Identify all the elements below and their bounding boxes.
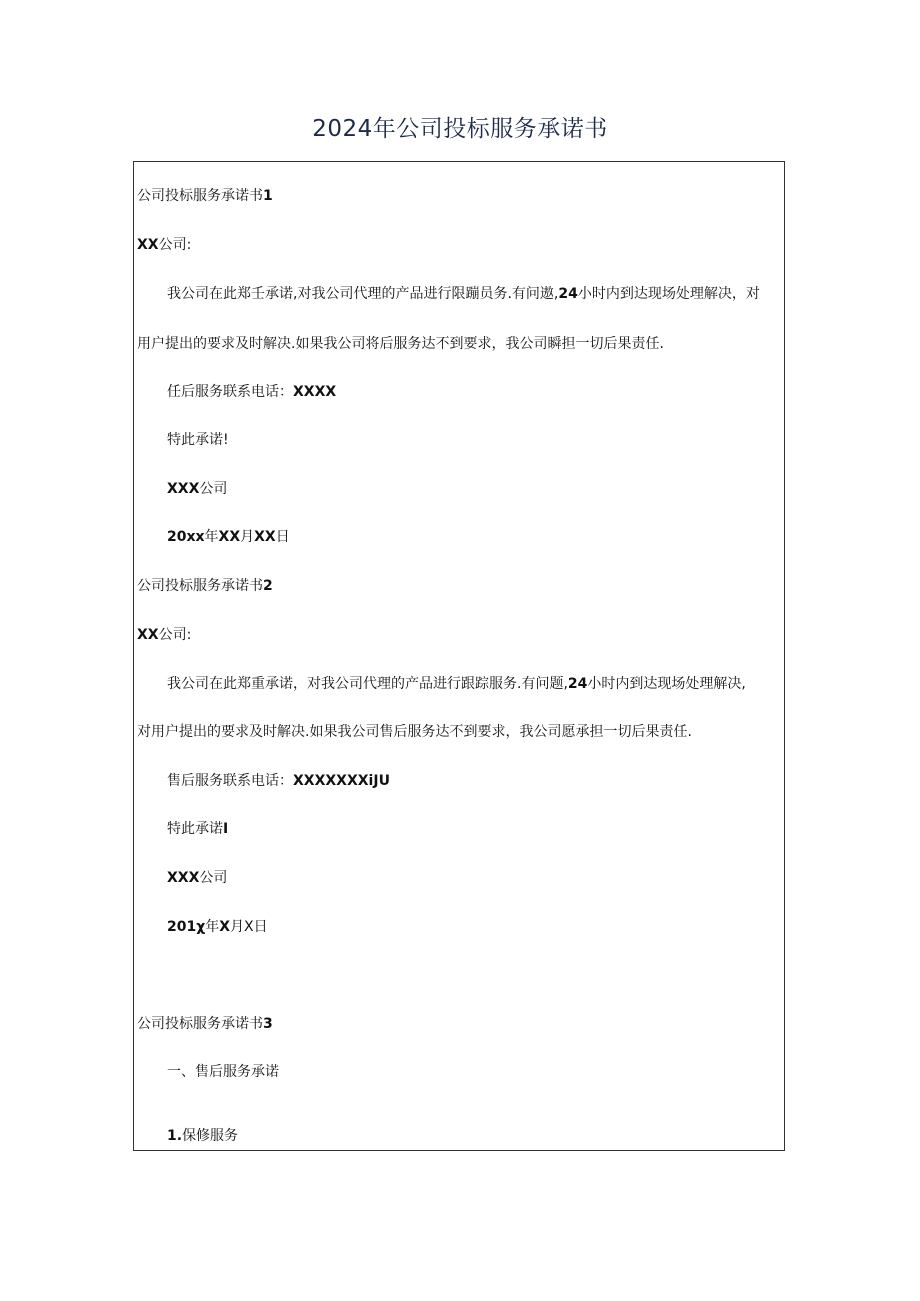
letter2-date-rest: 月X日: [230, 919, 268, 935]
letter1-phone-label: 任后服务联系电话：: [167, 384, 293, 400]
document-frame: [133, 161, 785, 1151]
letter3-heading: [137, 1015, 273, 1033]
letter2-paragraph-line1: [167, 675, 746, 693]
letter3-heading-text: 公司投标服务承诺书: [137, 1016, 263, 1032]
letter2-phone: [167, 772, 390, 790]
letter1-date-month: XX: [218, 529, 241, 545]
letter1-salutation: [137, 236, 191, 254]
letter1-phone: [167, 383, 336, 401]
letter1-company: [167, 480, 227, 498]
letter2-company-rest: 公司: [199, 870, 228, 886]
letter1-company-rest: 公司: [199, 481, 228, 497]
letter2-heading-number: 2: [263, 578, 273, 594]
letter1-heading-number: 1: [263, 188, 273, 204]
letter2-date-year-char: 年: [205, 919, 220, 935]
letter2-salutation-xx: XX: [137, 627, 159, 643]
letter1-phone-value: XXXX: [293, 384, 337, 400]
page-title: 2024年公司投标服务承诺书: [312, 116, 608, 142]
letter2-date-month: X: [219, 919, 231, 935]
letter1-company-x: XXX: [167, 481, 200, 497]
letter1-para-b: 小时内到达现场处理解决，对: [577, 286, 760, 302]
letter3-list-item: [167, 1127, 238, 1145]
letter3-section-heading: 一、售后服务承诺: [167, 1064, 279, 1080]
letter1-para-a: 我公司在此郑壬承诺,对我公司代理的产品进行限蹦员务.有问遨,: [167, 286, 559, 302]
letter1-salutation-rest: 公司:: [158, 237, 192, 253]
letter1-date-day: XX: [254, 529, 276, 545]
letter2-paragraph-line2: 对用户提出的要求及时解决.如果我公司售后服务达不到要求，我公司愿承担一切后果责任.: [137, 724, 692, 740]
letter2-company-x: XXX: [167, 870, 200, 886]
letter2-phone-label: 售后服务联系电话：: [167, 773, 293, 789]
letter3-item-text: 保修服务: [182, 1128, 239, 1144]
letter1-date-year-char: 年: [204, 529, 219, 545]
letter1-paragraph-line1: [167, 285, 760, 303]
letter1-paragraph-line2: 用户提出的要求及时解决.如果我公司将后服务达不到要求，我公司瞬担一切后果责任.: [137, 336, 664, 352]
letter2-date: [167, 918, 268, 936]
letter1-date-year: 20xx: [167, 529, 205, 545]
letter2-closing-text: 特此承诺: [167, 821, 223, 837]
letter1-date-day-char: 日: [275, 529, 290, 545]
letter2-salutation-rest: 公司:: [158, 627, 192, 643]
letter2-para-a: 我公司在此郑重承诺，对我公司代理的产品进行跟踪服务.有问题,: [167, 676, 568, 692]
letter2-phone-value: XXXXXXXiJU: [293, 773, 390, 789]
letter2-heading: [137, 577, 273, 595]
letter3-heading-number: 3: [263, 1016, 273, 1032]
letter2-para-num: 24: [567, 676, 588, 692]
letter2-company: [167, 869, 227, 887]
letter1-closing: 特此承诺!: [167, 432, 229, 448]
letter1-para-num: 24: [558, 286, 578, 302]
letter1-date-month-char: 月: [240, 529, 255, 545]
letter2-salutation: [137, 626, 191, 644]
letter2-closing-mark: I: [223, 821, 229, 837]
letter3-item-number: 1.: [167, 1128, 183, 1144]
letter2-closing: [167, 820, 228, 838]
letter2-date-year: 201χ: [167, 919, 206, 935]
letter2-heading-text: 公司投标服务承诺书: [137, 578, 263, 594]
letter1-heading-text: 公司投标服务承诺书: [137, 188, 263, 204]
letter1-date: [167, 528, 290, 546]
letter1-salutation-xx: XX: [137, 237, 159, 253]
letter1-heading: [137, 187, 273, 205]
letter2-para-b: 小时内到达现场处理解决,: [587, 676, 746, 692]
